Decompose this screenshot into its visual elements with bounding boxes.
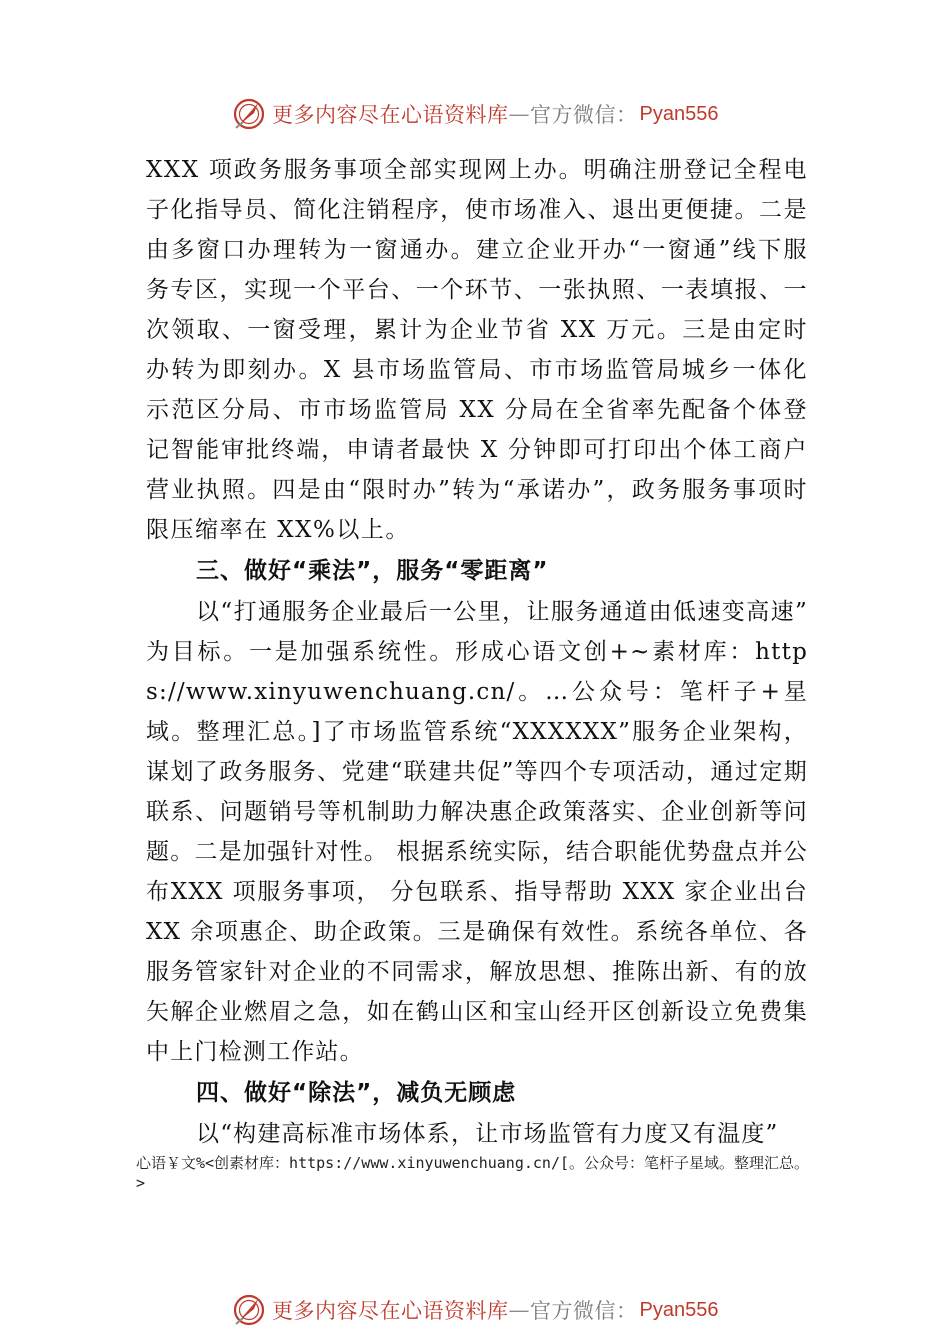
section-heading-4: 四、做好“除法”，减负无顾虑	[196, 1080, 517, 1106]
footer-watermark	[232, 1292, 718, 1328]
watermark-main-text: 更多内容尽在心语资料库	[272, 103, 509, 127]
section-heading-3: 三、做好“乘法”，服务“零距离”	[196, 558, 549, 584]
watermark-id: Pyan556	[639, 1298, 719, 1321]
watermark-separator: —	[508, 1298, 530, 1322]
watermark-main-text: 更多内容尽在心语资料库	[272, 1299, 509, 1323]
quill-logo-icon	[232, 1293, 266, 1327]
footnote: 心语￥文%<创素材库：https://www.xinyuwenchuang.cn/[。公众号：笔杆子星域。整理汇总。>	[136, 1154, 810, 1192]
paragraph-1: XXX 项政务服务事项全部实现网上办。明确注册登记全程电子化指导员、简化注销程序，使市场准入、退出更便捷。二是由多窗口办理转为一窗通办。建立企业开办“一窗通”线下服务专区，实现一个平台、一个环节、一张执照、一表填报、一次领取、一窗受理，累计为企业节省 XX 万元。三是由定时办转为即刻办。X 县市场监管局、市市场监管局城乡一体化示范区分局、市市场监管局 XX 分局在全省率先配备个体登记智能审批终端，申请者最快 X 分钟即可打印出个体工商户营业执照。四是由“限时办”转为“承诺办”，政务服务事项时限压缩率在 XX%以上。	[146, 157, 808, 543]
watermark-label: 官方微信：	[530, 103, 638, 127]
document-body	[146, 150, 808, 1154]
header-watermark	[232, 96, 718, 132]
paragraph-3: 以“构建高标准市场体系，让市场监管有力度又有温度”	[196, 1121, 779, 1147]
quill-logo-icon	[232, 97, 266, 131]
watermark-id: Pyan556	[639, 102, 719, 125]
watermark-separator: —	[508, 102, 530, 126]
watermark-label: 官方微信：	[530, 1299, 638, 1323]
paragraph-2: 以“打通服务企业最后一公里，让服务通道由低速变高速” 为目标。一是加强系统性。形成心语文创+~素材库：https://www.xinyuwenchuang.cn/。…公众号：笔杆子+星域。整理汇总。]了市场监管系统“XXXXXX”服务企业架构，谋划了政务服务、党建“联建共促”等四个专项活动，通过定期联系、问题销号等机制助力解决惠企政策落实、企业创新等问题。二是加强针对性。 根据系统实际，结合职能优势盘点并公布XXX 项服务事项， 分包联系、指导帮助 XXX 家企业出台 XX 余项惠企、助企政策。三是确保有效性。系统各单位、各服务管家针对企业的不同需求，解放思想、推陈出新、有的放矢解企业燃眉之急，如在鹤山区和宝山经开区创新设立免费集中上门检测工作站。	[146, 599, 808, 1065]
